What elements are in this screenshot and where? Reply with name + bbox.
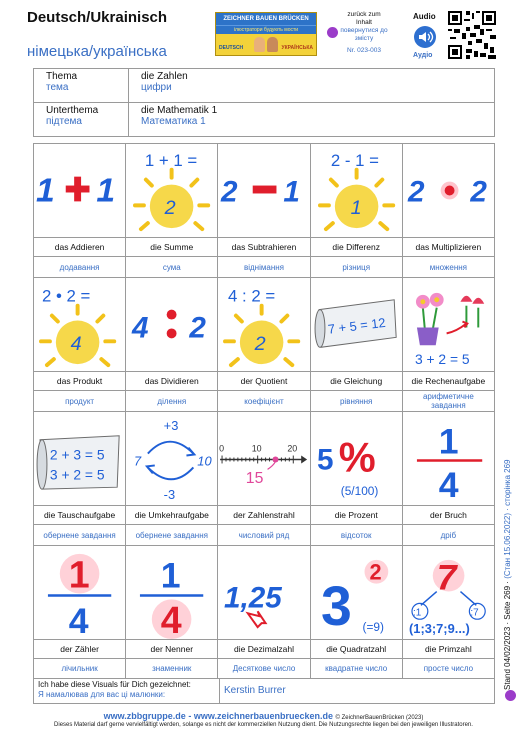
- term-de: das Dividieren: [126, 372, 218, 391]
- svg-text:2 + 3 = 5: 2 + 3 = 5: [49, 446, 105, 463]
- svg-text:1: 1: [68, 553, 90, 596]
- picture-primzahl: [403, 546, 495, 640]
- zbb-logo[interactable]: [215, 12, 317, 56]
- svg-text:7 + 5 = 12: 7 + 5 = 12: [326, 314, 386, 337]
- sun-icon: [126, 144, 217, 237]
- term-ua: продукт: [34, 391, 126, 412]
- side-version-ua: (Стан 15.06.2022) · сторінка 269: [503, 459, 512, 579]
- cycle-arrows-icon: [126, 412, 217, 505]
- term-de: die Differenz: [311, 238, 403, 257]
- term-ua: сума: [126, 257, 218, 278]
- svg-text:1: 1: [283, 175, 301, 209]
- divide-icon: [126, 278, 217, 371]
- svg-text:1: 1: [438, 421, 459, 462]
- logo-right-text: УКРАЇНСЬКА: [281, 45, 313, 51]
- term-ua: просте число: [403, 659, 495, 679]
- title-german: Deutsch/Ukrainisch: [27, 9, 168, 26]
- logo-figure-icon: [254, 37, 265, 52]
- svg-text:7: 7: [134, 453, 142, 469]
- topic-info-table: [33, 68, 495, 137]
- side-version-de: Stand 04/02/2023 · Seite 269 ·: [503, 578, 512, 690]
- term-ua: дріб: [403, 525, 495, 546]
- picture-gleichung: [311, 278, 403, 372]
- usage-rights-note: Dieses Material darf gerne vervielfältigt werden, solange es nicht der kommerziellen Nutzung dient. Die Nutzungsrechte liegen bei den jeweiligen Illustratoren.: [54, 722, 473, 728]
- svg-text:4: 4: [160, 599, 182, 639]
- svg-text:(5/100): (5/100): [340, 484, 378, 499]
- term-ua: Десяткове число: [218, 659, 310, 679]
- zbb-link[interactable]: www.zbbgruppe.de: [103, 711, 186, 721]
- term-ua: числовий ряд: [218, 525, 310, 546]
- fraction-denominator-icon: [126, 546, 217, 639]
- term-de: die Rechenaufgabe: [403, 372, 495, 391]
- svg-text:1: 1: [350, 197, 362, 220]
- speaker-icon: [414, 26, 436, 48]
- sun-icon: [311, 144, 402, 237]
- audio-button[interactable]: [414, 26, 436, 48]
- back-dot-icon[interactable]: [327, 27, 338, 38]
- logo-subtitle: ілюстратори будують мости: [216, 25, 316, 34]
- picture-produkt: [34, 278, 126, 372]
- svg-text:5: 5: [316, 443, 334, 477]
- artist-name: Kerstin Burrer: [219, 678, 496, 703]
- term-de: die Gleichung: [311, 372, 403, 391]
- term-ua: знаменник: [126, 659, 218, 679]
- copyright: © ZeichnerBauenBrücken (2023): [335, 715, 424, 721]
- term-de: die Umkehraufgabe: [126, 506, 218, 525]
- zbb-website-link[interactable]: www.zeichnerbauenbruecken.de: [193, 711, 334, 721]
- term-ua: арифметичне завдання: [403, 391, 495, 412]
- svg-text:1,25: 1,25: [224, 581, 283, 615]
- term-de: das Produkt: [34, 372, 126, 391]
- term-de: die Prozent: [311, 506, 403, 525]
- picture-subtrahieren: [218, 144, 310, 238]
- term-ua: коефіцієнт: [218, 391, 310, 412]
- picture-nenner: [126, 546, 218, 640]
- subtopic-de: die Mathematik 1: [141, 105, 218, 116]
- svg-text:2: 2: [369, 559, 382, 585]
- thema-label: [34, 69, 129, 103]
- svg-text:4: 4: [68, 601, 89, 639]
- picture-quotient: [218, 278, 310, 372]
- term-de: das Addieren: [34, 238, 126, 257]
- svg-text:2: 2: [470, 175, 487, 209]
- picture-dividieren: [126, 278, 218, 372]
- topic-ua: цифри: [141, 82, 172, 93]
- multiply-dot-icon: [403, 144, 494, 237]
- vocabulary-grid: [33, 143, 495, 678]
- svg-text:-3: -3: [163, 487, 176, 503]
- picture-zahlenstrahl: [218, 412, 310, 506]
- picture-zaehler: [34, 546, 126, 640]
- page-number: Nr. 023-003: [347, 47, 381, 54]
- picture-rechenaufgabe: [403, 278, 495, 372]
- fraction-icon: [403, 412, 494, 505]
- svg-text:1: 1: [160, 555, 181, 596]
- svg-text:2 - 1 =: 2 - 1 =: [330, 150, 379, 170]
- svg-text:15: 15: [246, 470, 264, 488]
- svg-text:3: 3: [320, 575, 352, 638]
- logo-title: ZEICHNER BAUEN BRÜCKEN: [216, 13, 316, 25]
- term-de: das Multiplizieren: [403, 238, 495, 257]
- unterthema-label: [34, 103, 129, 137]
- drawn-by-de: Ich habe diese Visuals für Dich gezeichnet:: [38, 680, 191, 689]
- title-ukrainian: німецька/українська: [27, 43, 167, 60]
- subtopic-ua: Математика 1: [141, 116, 206, 127]
- picture-dezimalzahl: [218, 546, 310, 640]
- svg-text:+3: +3: [163, 417, 179, 433]
- svg-text:1: 1: [96, 172, 116, 210]
- sun-icon: [34, 278, 125, 371]
- term-ua: обернене завдання: [126, 525, 218, 546]
- unterthema-ua: підтема: [46, 116, 82, 127]
- scroll-icon: [311, 278, 402, 371]
- scroll-icon: [34, 412, 125, 505]
- term-ua: квадратне число: [311, 659, 403, 679]
- term-de: die Tauschaufgabe: [34, 506, 126, 525]
- back-label-ua: повернутися до змісту: [340, 27, 388, 42]
- unterthema-de: Unterthema: [46, 105, 99, 116]
- audio-label-ua: Аудіо: [413, 52, 433, 59]
- svg-text:2: 2: [189, 311, 207, 345]
- picture-addieren: [34, 144, 126, 238]
- decimal-icon: [218, 546, 309, 639]
- term-ua: ділення: [126, 391, 218, 412]
- percent-icon: [311, 412, 402, 505]
- square-number-icon: [311, 546, 402, 639]
- svg-text:2: 2: [164, 197, 176, 220]
- picture-multiplizieren: [403, 144, 495, 238]
- svg-text:3 + 2 = 5: 3 + 2 = 5: [414, 351, 470, 368]
- svg-text:%: %: [338, 433, 376, 481]
- term-de: der Bruch: [403, 506, 495, 525]
- svg-text:1 + 1 =: 1 + 1 =: [145, 150, 198, 170]
- picture-quadratzahl: [311, 546, 403, 640]
- topic-value: [129, 69, 495, 103]
- svg-text:20: 20: [287, 443, 298, 454]
- term-de: die Quadratzahl: [311, 640, 403, 659]
- svg-text:3 + 2 = 5: 3 + 2 = 5: [49, 466, 105, 483]
- svg-text:2: 2: [407, 175, 425, 209]
- thema-de: Thema: [46, 71, 78, 82]
- term-ua: додавання: [34, 257, 126, 278]
- back-to-contents-link[interactable]: [340, 11, 388, 55]
- fraction-numerator-icon: [34, 546, 125, 639]
- svg-text:10: 10: [252, 443, 263, 454]
- term-de: das Subtrahieren: [218, 238, 310, 257]
- svg-text:4 : 2 =: 4 : 2 =: [228, 286, 276, 306]
- side-dot-icon[interactable]: [505, 690, 516, 701]
- svg-text:(1;3;7;9...): (1;3;7;9...): [408, 621, 470, 637]
- term-ua: лічильник: [34, 659, 126, 679]
- svg-text:2 • 2 =: 2 • 2 =: [41, 286, 91, 306]
- term-ua: обернене завдання: [34, 525, 126, 546]
- svg-text:4: 4: [70, 333, 82, 356]
- picture-prozent: [311, 412, 403, 506]
- sun-icon: [218, 278, 309, 371]
- svg-text:10: 10: [197, 453, 212, 469]
- term-de: der Nenner: [126, 640, 218, 659]
- plus-icon: [34, 144, 125, 237]
- term-de: die Primzahl: [403, 640, 495, 659]
- svg-text::1: :1: [412, 607, 422, 619]
- logo-left-text: DEUTSCH: [219, 45, 244, 51]
- picture-tauschaufgabe: [34, 412, 126, 506]
- subtopic-value: [129, 103, 495, 137]
- svg-text:(=9): (=9): [362, 620, 384, 635]
- audio-label: Audio: [413, 12, 436, 21]
- svg-text:0: 0: [219, 443, 225, 454]
- qr-code-icon[interactable]: [448, 11, 496, 59]
- term-ua: відсоток: [311, 525, 403, 546]
- svg-text:2: 2: [221, 175, 238, 209]
- number-line-icon: [218, 412, 309, 505]
- term-de: die Summe: [126, 238, 218, 257]
- svg-text::7: :7: [470, 607, 479, 619]
- side-version-note: [503, 460, 512, 690]
- minus-icon: [218, 144, 309, 237]
- svg-text:4: 4: [132, 311, 149, 345]
- picture-bruch: [403, 412, 495, 506]
- link-separator: -: [185, 711, 194, 721]
- term-de: der Zahlenstrahl: [218, 506, 310, 525]
- drawn-by-ua: Я намалював для вас ці малюнки:: [38, 690, 166, 699]
- prime-number-icon: [403, 546, 494, 639]
- svg-text:4: 4: [438, 465, 459, 505]
- thema-ua: тема: [46, 82, 69, 93]
- svg-text:7: 7: [436, 557, 457, 598]
- svg-text:1: 1: [36, 172, 55, 210]
- svg-text:2: 2: [255, 333, 267, 356]
- flowers-icon: [403, 278, 494, 371]
- term-ua: множення: [403, 257, 495, 278]
- term-de: die Dezimalzahl: [218, 640, 310, 659]
- term-ua: рівняння: [311, 391, 403, 412]
- term-ua: віднімання: [218, 257, 310, 278]
- picture-summe: [126, 144, 218, 238]
- term-ua: різниця: [311, 257, 403, 278]
- topic-de: die Zahlen: [141, 71, 188, 82]
- picture-differenz: [311, 144, 403, 238]
- term-de: der Quotient: [218, 372, 310, 391]
- artist-credit-row: [33, 678, 495, 704]
- term-de: der Zähler: [34, 640, 126, 659]
- logo-figure-icon: [267, 37, 278, 52]
- picture-umkehraufgabe: [126, 412, 218, 506]
- back-label-de: zurück zum Inhalt: [347, 11, 381, 26]
- footer-links: [0, 711, 527, 721]
